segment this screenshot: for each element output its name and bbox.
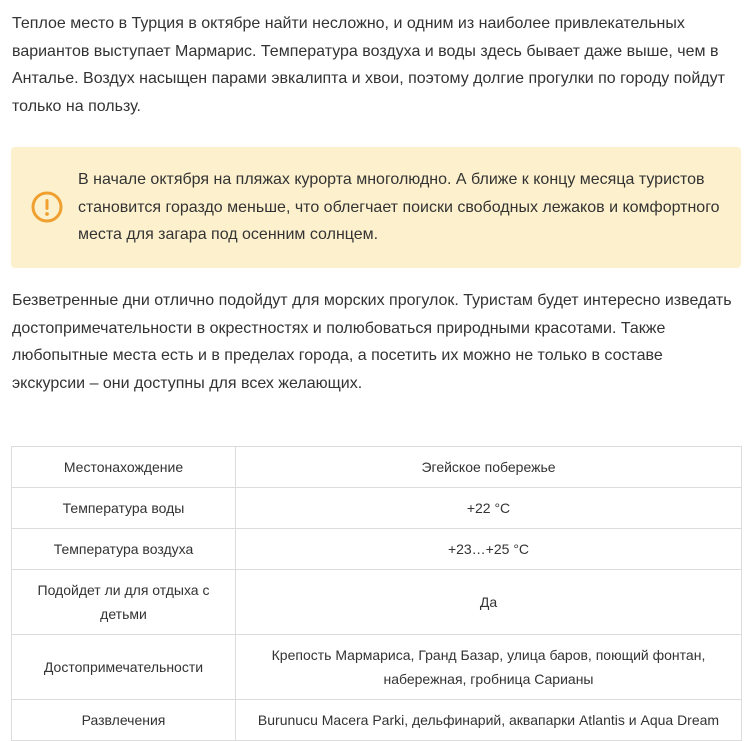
row-value: Эгейское побережье	[236, 447, 742, 488]
row-label: Достопримечательности	[12, 635, 236, 700]
row-value: Крепость Мармариса, Гранд Базар, улица баров, поющий фонтан, набережная, гробница Сарианы	[236, 635, 742, 700]
row-value: Да	[236, 570, 742, 635]
row-label: Развлечения	[12, 700, 236, 741]
row-label: Температура воды	[12, 488, 236, 529]
info-table	[11, 446, 742, 741]
row-value: +23…+25 °C	[236, 529, 742, 570]
row-value: Burunucu Macera Parki, дельфинарий, аквапарки Atlantis и Aqua Dream	[236, 700, 742, 741]
row-label: Температура воздуха	[12, 529, 236, 570]
table-row	[12, 488, 742, 529]
row-label: Местонахождение	[12, 447, 236, 488]
table-row	[12, 570, 742, 635]
row-value: +22 °C	[236, 488, 742, 529]
body-paragraph: Безветренные дни отлично подойдут для морских прогулок. Туристам будет интересно изведать достопримечательности в окрестностях и полюбоваться природными красотами. Также любопытные места есть и в пределах города, а посетить их можно не только в составе экскурсии – они доступны для всех желающих.	[12, 292, 732, 392]
intro-paragraph: Теплое место в Турция в октябре найти несложно, и одним из наиболее привлекательных вариантов выступает Мармарис. Температура воздуха и воды здесь бывает даже выше, чем в Анталье. Воздух насыщен парами эвкалипта и хвои, поэтому долгие прогулки по городу пойдут только на пользу.	[12, 15, 725, 115]
notice-text: В начале октября на пляжах курорта многолюдно. А ближе к концу месяца туристов становится гораздо меньше, что облегчает поиски свободных лежаков и комфортного места для загара под осенним солнцем.	[78, 171, 720, 243]
table-row	[12, 447, 742, 488]
table-row	[12, 529, 742, 570]
exclamation-circle-icon	[31, 191, 63, 223]
row-label: Подойдет ли для отдыха с детьми	[12, 570, 236, 635]
notice-box	[11, 147, 741, 268]
table-row	[12, 635, 742, 700]
table-row	[12, 700, 742, 741]
